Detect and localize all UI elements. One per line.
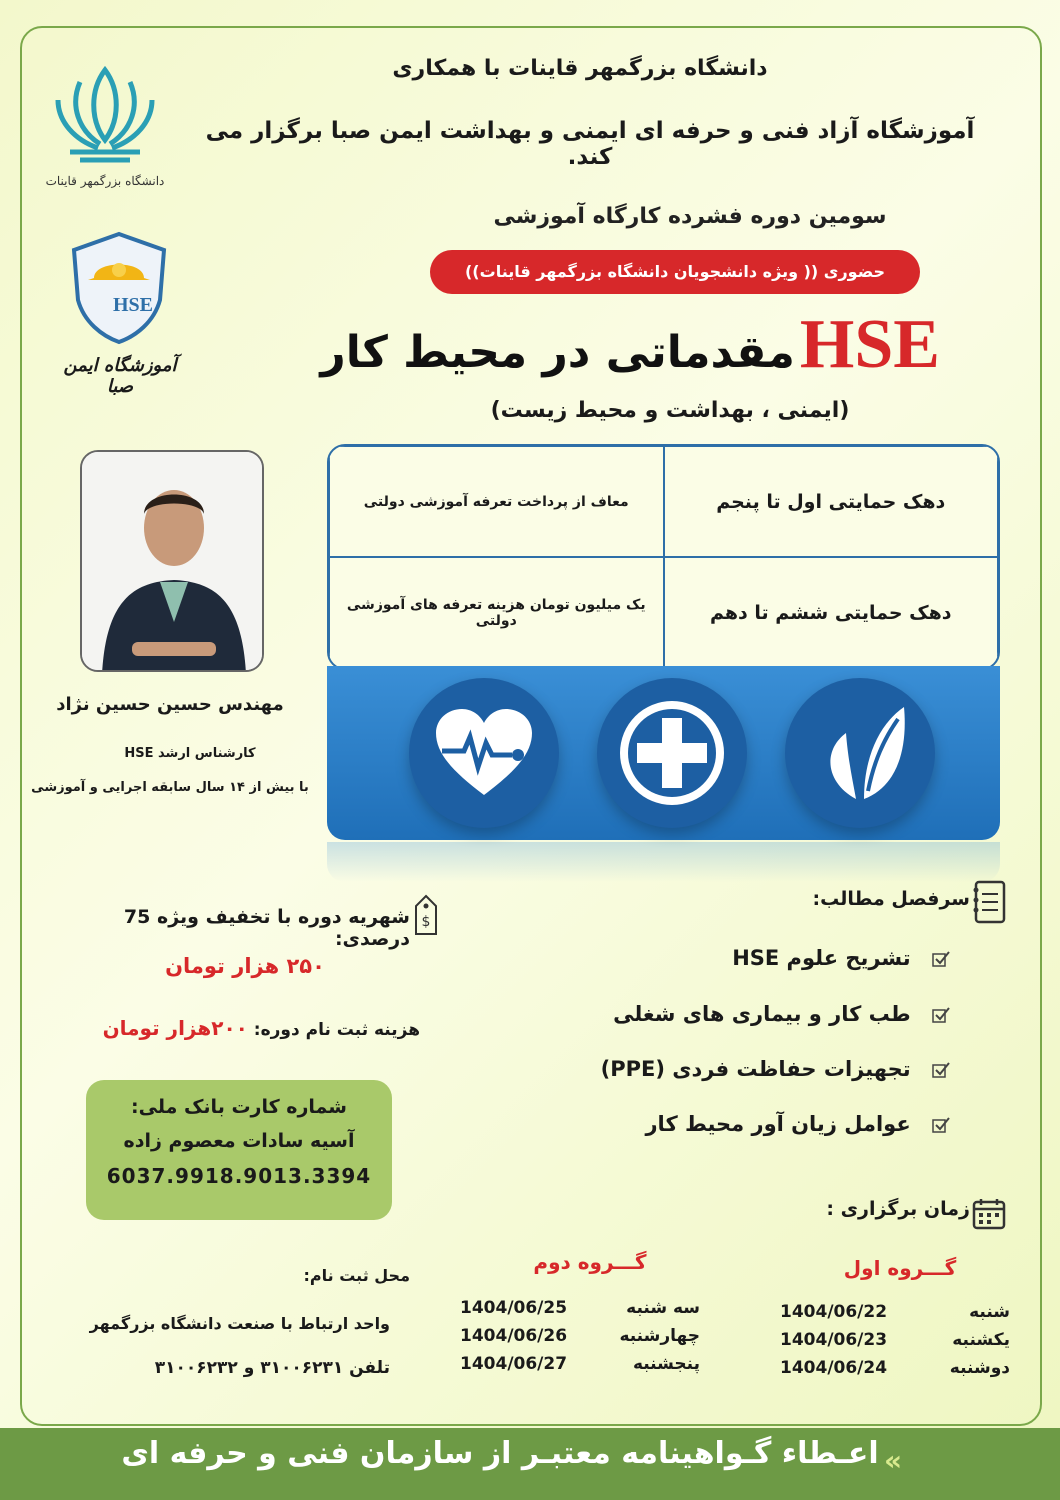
syllabus-item-text: عوامل زیان آور محیط کار [645, 1112, 911, 1136]
pricing-grid [327, 444, 1000, 670]
bank-card-label: شماره کارت بانک ملی: [131, 1096, 347, 1118]
schedule-row [460, 1354, 700, 1374]
syllabus-item [590, 1002, 950, 1026]
title-hse: HSE [799, 306, 940, 383]
group-1-title: گـــروه اول [843, 1256, 957, 1280]
schedule-date: 1404/06/24 [780, 1358, 888, 1378]
schedule-date: 1404/06/23 [780, 1330, 888, 1350]
schedule-row [780, 1330, 1010, 1350]
leaf-icon [785, 678, 935, 828]
grid-r2-left: یک میلیون تومان هزینه تعرفه های آموزشی دولتی [329, 557, 664, 668]
schedule-day: دوشنبه [949, 1358, 1010, 1378]
schedule-row [780, 1302, 1010, 1322]
location-heading: محل ثبت نام: [303, 1266, 410, 1285]
schedule-row [460, 1298, 700, 1318]
svg-text:$: $ [421, 914, 431, 930]
schedule-date: 1404/06/26 [460, 1326, 568, 1346]
location-phone: تلفن ۳۱۰۰۶۲۳۱ و ۳۱۰۰۶۲۳۲ [154, 1358, 390, 1378]
icon-band-reflection [327, 842, 1000, 882]
title-rest: مقدماتی در محیط کار [320, 327, 795, 378]
notebook-icon [972, 880, 1006, 928]
institute-name: آموزشگاه ایمن صبا [63, 355, 177, 397]
hse-institute-logo [50, 230, 190, 400]
university-logo-text: دانشگاه بزرگمهر قاینات [45, 174, 165, 188]
university-logo [40, 60, 170, 210]
header-line-1: دانشگاه بزرگمهر قاینات با همکاری [392, 56, 768, 81]
check-icon [932, 1062, 950, 1078]
icon-band [327, 666, 1000, 840]
fee-amount: ۲۵۰ هزار تومان [165, 954, 325, 978]
registration-fee [60, 1016, 420, 1040]
course-title [320, 305, 940, 385]
group-2-title: گـــروه دوم [533, 1250, 647, 1274]
schedule-day: یکشنبه [952, 1330, 1010, 1350]
check-icon [932, 951, 950, 967]
syllabus-item [590, 1057, 950, 1081]
schedule-date: 1404/06/27 [460, 1354, 568, 1374]
price-tag-icon [414, 894, 438, 940]
check-icon [932, 1117, 950, 1133]
schedule-date: 1404/06/25 [460, 1298, 568, 1318]
syllabus-heading: سرفصل مطالب: [812, 888, 970, 910]
fee-heading: شهریه دوره با تخفیف ویژه 75 درصدی: [123, 906, 410, 950]
group-2-schedule [460, 1298, 700, 1374]
bank-card-box [86, 1080, 392, 1220]
grid-r1-right: دهک حمایتی اول تا پنجم [664, 446, 999, 557]
schedule-heading: زمان برگزاری : [826, 1198, 970, 1220]
instructor-degree: کارشناس ارشد HSE [124, 746, 256, 761]
schedule-day: سه شنبه [626, 1298, 700, 1318]
syllabus-item-text: طب کار و بیماری های شغلی [613, 1002, 911, 1026]
instructor-photo [80, 450, 264, 672]
schedule-row [460, 1326, 700, 1346]
syllabus-item [590, 946, 950, 970]
header-line-2: آموزشگاه آزاد فنی و حرفه ای ایمنی و بهداشت ایمن صبا برگزار می کند. [205, 118, 975, 170]
medical-cross-icon [597, 678, 747, 828]
syllabus-item-text: تجهیزات حفاظت فردی (PPE) [600, 1057, 911, 1081]
schedule-day: شنبه [969, 1302, 1010, 1322]
course-subtitle: (ایمنی ، بهداشت و محیط زیست) [490, 398, 850, 423]
check-icon [932, 1007, 950, 1023]
syllabus-item [590, 1112, 950, 1136]
lotus-logo-icon [40, 60, 170, 170]
registration-fee-amount: ۲۰۰هزار تومان [102, 1016, 248, 1040]
schedule-day: چهارشنبه [619, 1326, 700, 1346]
bank-card-holder: آسیه سادات معصوم زاده [123, 1130, 355, 1152]
instructor-experience: با بیش از ۱۴ سال سابقه اجرایی و آموزشی [31, 780, 309, 795]
group-1-schedule [780, 1302, 1010, 1378]
schedule-day: پنجشنبه [632, 1354, 700, 1374]
hse-shield-icon [64, 230, 174, 345]
grid-r1-left: معاف از پرداخت تعرفه آموزشی دولتی [329, 446, 664, 557]
bank-card-number: 6037.9918.9013.3394 [106, 1164, 372, 1188]
hse-logo-text: HSE [112, 294, 154, 316]
registration-fee-label: هزینه ثبت نام دوره: [253, 1020, 420, 1040]
course-line: سومین دوره فشرده کارگاه آموزشی [493, 204, 887, 229]
attendance-pill: حضوری (( ویژه دانشجویان دانشگاه بزرگمهر قاینات)) [430, 250, 920, 294]
double-chevron-icon: « [884, 1444, 903, 1477]
schedule-date: 1404/06/22 [780, 1302, 888, 1322]
heart-pulse-icon [409, 678, 559, 828]
calendar-icon [972, 1198, 1006, 1234]
instructor-name: مهندس حسین حسین نژاد [56, 694, 284, 715]
location-unit: واحد ارتباط با صنعت دانشگاه بزرگمهر [89, 1314, 390, 1333]
syllabus-item-text: تشریح علوم HSE [732, 946, 911, 970]
grid-r2-right: دهک حمایتی ششم تا دهم [664, 557, 999, 668]
footer-text: اعـطاء گـواهینامه معتبـر از سازمان فنی و حرفه ای [121, 1436, 879, 1471]
schedule-row [780, 1358, 1010, 1378]
